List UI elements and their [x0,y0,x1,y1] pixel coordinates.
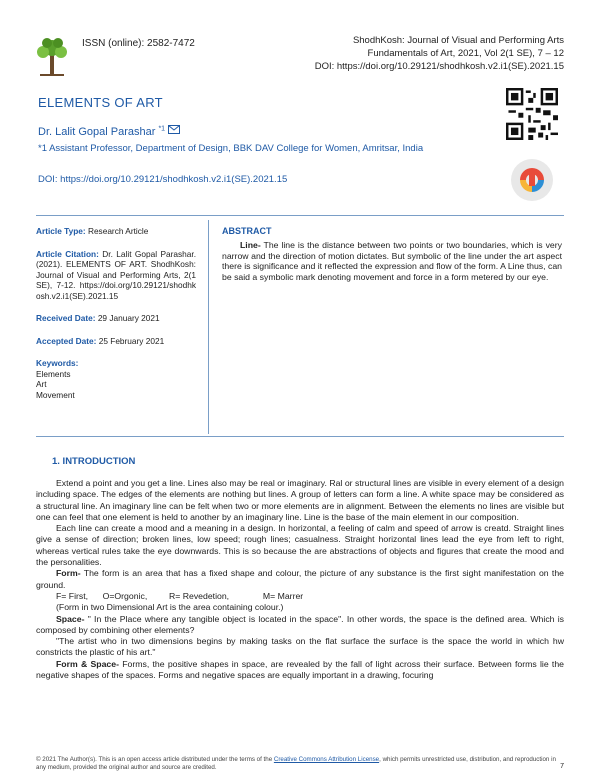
citation-label: Article Citation: [36,248,99,259]
quote: "The artist who in two dimensions begins by making tasks on the flat surface the surface is the space the world in which hw constricts the plastic of his art." [36,636,564,658]
citation-value: Dr. Lalit Gopal Parashar. (2021). ELEMENTS OF ART. ShodhKosh: Journal of Visual and Performing Arts, 2(1 SE), 7-12. https://doi.org/10.29121/shodhkosh.v2.i1(SE).2021.15 [36,248,196,301]
abstract-heading: ABSTRACT [222,226,272,236]
form-text: The form is an area that has a fixed shape and colour, the picture of any substance is the first sight manifestation on the ground. [36,568,564,590]
form-lead: Form- [56,568,81,579]
affiliation: *1 Assistant Professor, Department of Design, BBK DAV College for Women, Amritsar, India [38,143,424,154]
space-text: " In the Place where any tangible object is located in the space". In other words, the space is the defined area. Which is composed by combining other elements? [36,613,564,635]
keywords-label: Keywords: [36,358,79,368]
accepted-label: Accepted Date: [36,335,97,346]
keyword-item: Movement [36,389,75,400]
paragraph-form [36,568,564,591]
article-citation [36,249,196,302]
license-text-a: © 2021 The Author(s). This is an open access article distributed under the terms of the [36,756,274,763]
article-type-label: Article Type: [36,226,86,236]
journal-info [284,34,564,73]
section-heading-introduction: 1. INTRODUCTION [52,456,136,467]
paragraph-space [36,614,564,637]
paragraph: Each line can create a mood and a meaning in a design. In horizontal, a feeling of calm and speed of arrow is creatd. Straight lines give a sense of direction; broken lines, low speed; rough lines; casualness. Straight horizontal lines lead the eye from left to right, whereas vertical rules take the eye downwards. This is so because the are abstractions of objects and figures that create the mood and the personalities. [36,523,564,568]
license-footer [36,756,564,772]
accepted-value: 25 February 2021 [98,335,165,346]
license-link[interactable]: Creative Commons Attribution License [273,756,380,763]
license-text-b: , which permits unrestricted use, distribution, and reproduction in any medium, provided the original author and source are credited. [36,756,556,771]
article-title: ELEMENTS OF ART [38,95,163,110]
introduction-body [36,478,564,681]
keyword-item: Elements [36,368,71,379]
divider-top [36,215,564,216]
abstract-text: The line is the distance between two points or two boundaries, which is very narrow and the direction of motion dictates. But symbolic of the line under the art aspect there is significance and it reflected the expression and flow of the form. A Line thus, can be said a symbolic mark denoting movement and force in a form metered by our eye. [222,239,562,283]
article-type-value: Research Article [87,226,149,236]
column-divider [208,220,209,434]
formula-note: (Form in two Dimensional Art is the area containing colour.) [56,602,284,613]
form-space-lead: Form & Space- [56,658,119,669]
formula: F= First, O=Orgonic, R= Revedetion, M= Marrer [56,590,304,601]
paragraph-form-space [36,659,564,682]
received-date [36,313,196,324]
divider-mid [36,436,564,437]
received-value: 29 January 2021 [97,313,160,323]
received-label: Received Date: [36,313,96,323]
journal-doi[interactable]: DOI: https://doi.org/10.29121/shodhkosh.v2.i1(SE).2021.15 [314,61,564,72]
journal-logo-tree-icon [35,36,69,78]
check-for-updates-icon[interactable] [510,158,554,202]
abstract-body [222,240,562,283]
article-doi[interactable]: DOI: https://doi.org/10.29121/shodhkosh.v2.i1(SE).2021.15 [38,174,288,185]
abstract-lead: Line- [240,239,261,250]
author-sup: *1 [158,125,166,133]
author-line [38,125,180,138]
qr-code-icon [506,88,558,140]
article-info-sidebar [36,226,196,400]
paragraph: Extend a point and you get a line. Lines also may be real or imaginary. Ral or structural lines are visible in every element of a design including space. The edges of the elements are nothing but lines. A group of letters can form a line. A white space may be considered as a structural line. An imaginary line can be felt when two or more elements are in alignment. Between the elements no lines are visible but one can feel that one element is held to another by an imaginary line. Line is the base of the main element in our composition. [36,478,564,522]
page-number: 7 [560,763,564,770]
journal-name: ShodhKosh: Journal of Visual and Performing Arts [352,35,564,46]
accepted-date [36,336,196,347]
space-lead: Space- [56,613,85,624]
email-icon[interactable] [168,125,180,134]
journal-volume: Fundamentals of Art, 2021, Vol 2(1 SE), 7 – 12 [367,48,564,59]
issn: ISSN (online): 2582-7472 [82,38,195,49]
article-type [36,226,196,237]
keyword-item: Art [36,379,47,389]
abstract [222,226,562,283]
keywords [36,358,196,400]
author-name: Dr. Lalit Gopal Parashar [38,126,156,138]
form-space-text: Forms, the positive shapes in space, are revealed by the fall of light across their surface. Between forms lie the negative shapes of the spaces. Forms and negative spaces are equally important in a drawing, focuring [36,658,564,681]
